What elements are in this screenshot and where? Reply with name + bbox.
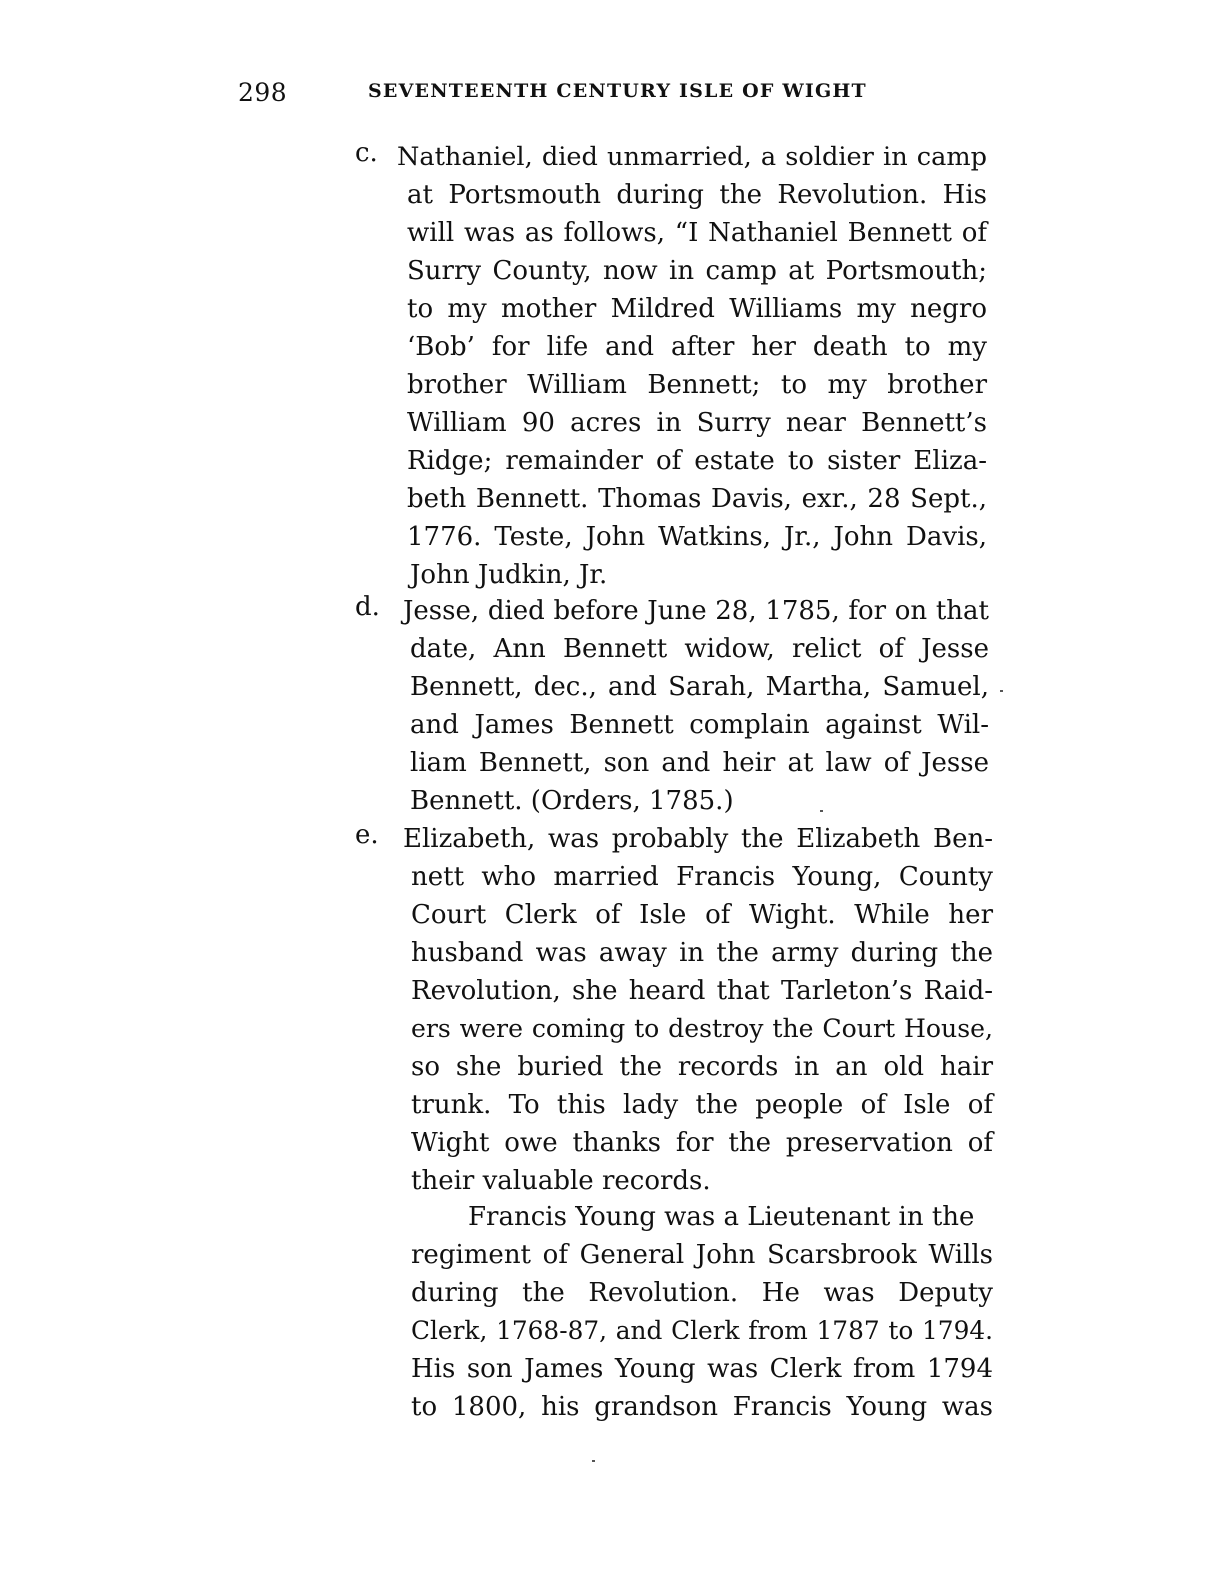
paragraph-line: Clerk, 1768-87, and Clerk from 1787 to 1794. (411, 1316, 993, 1345)
entry-line: William 90 acres in Surry near Bennett’s (407, 408, 987, 438)
paragraph-line: Francis Young was a Lieutenant in the (468, 1202, 975, 1232)
paragraph-line: to 1800, his grandson Francis Young was (411, 1392, 993, 1422)
entry-line: ‘Bob’ for life and after her death to my (407, 332, 987, 362)
entry-line: Elizabeth, was probably the Elizabeth Ben- (403, 824, 993, 854)
entry-c (355, 138, 995, 598)
entry-line: Bennett, dec., and Sarah, Martha, Samuel, (410, 672, 989, 702)
entry-line: Wight owe thanks for the preservation of (411, 1128, 993, 1158)
entry-d (355, 592, 995, 822)
entry-line: nett who married Francis Young, County (411, 862, 993, 892)
entry-line: Court Clerk of Isle of Wight. While her (411, 900, 993, 930)
entry-line: beth Bennett. Thomas Davis, exr., 28 Sept., (407, 484, 987, 514)
running-head: SEVENTEENTH CENTURY ISLE OF WIGHT (368, 80, 867, 102)
entry-line: husband was away in the army during the (411, 938, 993, 968)
entry-line: ers were coming to destroy the Court House, (411, 1014, 993, 1043)
scan-speck (592, 1460, 595, 1462)
entry-line: Ridge; remainder of estate to sister Eliza- (407, 446, 987, 476)
entry-line: Nathaniel, died unmarried, a soldier in camp (397, 142, 987, 172)
entry-line: date, Ann Bennett widow, relict of Jesse (410, 634, 989, 664)
entry-line: to my mother Mildred Williams my negro (407, 294, 987, 324)
entry-line: at Portsmouth during the Revolution. His (407, 180, 987, 210)
entry-line: and James Bennett complain against Wil- (410, 710, 989, 740)
entry-line: Bennett. (Orders, 1785.) (410, 786, 734, 816)
scan-speck (820, 810, 823, 812)
entry-line: Jesse, died before June 28, 1785, for on that (403, 596, 989, 626)
entry-line: trunk. To this lady the people of Isle of (411, 1090, 993, 1120)
entry-marker: d. (355, 592, 380, 622)
entry-marker: e. (355, 820, 379, 850)
entry-line: so she buried the records in an old hair (411, 1052, 993, 1082)
entry-line: 1776. Teste, John Watkins, Jr., John Davis, (407, 522, 987, 552)
entry-line: liam Bennett, son and heir at law of Jesse (410, 748, 989, 778)
entry-line: John Judkin, Jr. (410, 560, 608, 590)
entry-line: will was as follows, “I Nathaniel Bennett of (407, 218, 987, 248)
entry-line: Revolution, she heard that Tarleton’s Raid- (411, 976, 993, 1006)
entry-line: their valuable records. (411, 1166, 711, 1196)
paragraph-line: His son James Young was Clerk from 1794 (411, 1354, 993, 1384)
entry-line: Surry County, now in camp at Portsmouth; (407, 256, 987, 286)
scan-speck (1000, 690, 1003, 692)
page-number: 298 (238, 78, 288, 107)
paragraph-line: regiment of General John Scarsbrook Wills (411, 1240, 993, 1270)
paragraph-francis-young (355, 1198, 995, 1438)
entry-marker: c. (355, 138, 378, 168)
entry-line: brother William Bennett; to my brother (407, 370, 987, 400)
paragraph-line: during the Revolution. He was Deputy (411, 1278, 993, 1308)
entry-e (355, 820, 995, 1200)
